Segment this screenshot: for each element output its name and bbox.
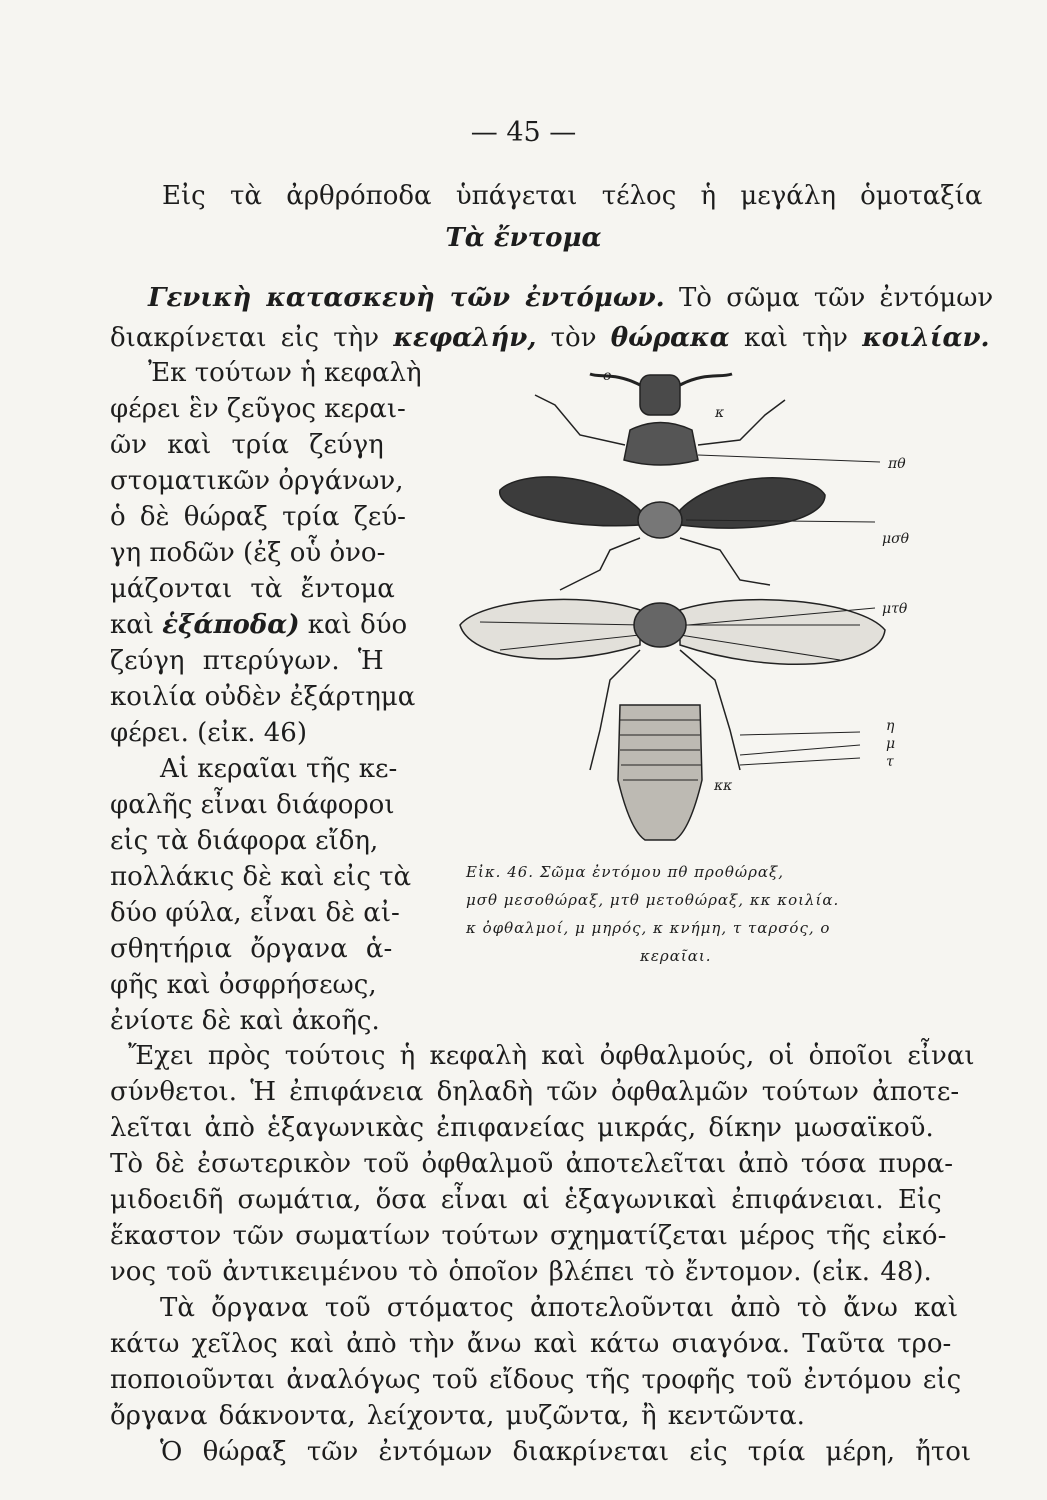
label-o: o — [603, 368, 612, 384]
left-column-line: στοματικῶν ὀργάνων, — [110, 466, 404, 496]
body-line: Τὸ δὲ ἐσωτερικὸν τοῦ ὀφθαλμοῦ ἀποτελεῖται ἀπὸ τόσα πυρα- — [110, 1149, 954, 1179]
body-line: ἕκαστον τῶν σωματίων τούτων σχηματίζεται μέρος τῆς εἰκό- — [110, 1221, 947, 1251]
figure-caption-line: κεραῖαι. — [640, 947, 712, 965]
left-column-line: φέρει. (εἰκ. 46) — [110, 718, 307, 748]
middle-leg-right-drawing — [680, 538, 770, 585]
left-column-line: γη ποδῶν (ἐξ οὗ ὀνο- — [110, 538, 386, 568]
label-eta: η — [886, 718, 895, 734]
section-heading: Τὰ ἔντομα — [445, 223, 602, 253]
body-text: Τὸ σῶμα τῶν ἐντόμων — [678, 283, 994, 313]
body-line: Ἔχει πρὸς τούτοις ἡ κεφαλὴ καὶ ὀφθαλμούς, οἱ ὁποῖοι εἶναι — [128, 1041, 975, 1071]
subheading-general-structure: Γενικὴ κατασκευὴ τῶν ἐντόμων. — [148, 283, 665, 313]
left-column-line: ὁ δὲ θώραξ τρία ζεύ- — [110, 502, 406, 532]
hindwing-left-drawing — [460, 599, 640, 659]
left-column-line: Ἐκ τούτων ἡ κεφαλὴ — [148, 358, 422, 388]
left-column-line: φῆς καὶ ὀσφρήσεως, — [110, 970, 377, 1000]
left-column-line: φέρει ἓν ζεῦγος κεραι- — [110, 394, 406, 424]
abdomen-drawing — [618, 705, 702, 840]
left-column-line: δύο φύλα, εἶναι δὲ αἰ- — [110, 898, 400, 928]
label-k: κ — [715, 405, 725, 421]
head-drawing — [640, 375, 680, 415]
left-column-line: Αἱ κεραῖαι τῆς κε- — [160, 754, 398, 784]
body-text: καὶ τὴν — [743, 323, 848, 353]
body-line: κάτω χεῖλος καὶ ἀπὸ τὴν ἄνω καὶ κάτω σιαγόνα. Ταῦτα τρο- — [110, 1329, 952, 1359]
body-line: σύνθετοι. Ἡ ἐπιφάνεια δηλαδὴ τῶν ὀφθαλμῶν τούτων ἀποτε- — [110, 1077, 960, 1107]
left-column-line: ῶν καὶ τρία ζεύγη — [110, 430, 384, 460]
label-leader-line — [740, 745, 860, 755]
prothorax-drawing — [624, 423, 698, 466]
left-column-line: μάζονται τὰ ἔντομα — [110, 574, 395, 604]
left-column-line: κοιλία οὐδὲν ἐξάρτημα — [110, 682, 416, 712]
label-msth: μσθ — [882, 531, 910, 547]
body-line: μιδοειδῆ σωμάτια, ὅσα εἶναι αἱ ἑξαγωνικαὶ ἐπιφάνειαι. Εἰς — [110, 1185, 942, 1215]
label-mtth: μτθ — [882, 601, 908, 617]
figure-caption-line: μσθ μεσοθώραξ, μτθ μετοθώραξ, κκ κοιλία. — [466, 891, 840, 909]
label-kk: κκ — [714, 778, 733, 794]
body-text: διακρίνεται εἰς τὴν — [110, 323, 380, 353]
term-abdomen: κοιλίαν. — [862, 323, 990, 353]
body-text: καὶ — [110, 610, 155, 640]
left-column-line — [110, 609, 407, 641]
body-line: ποποιοῦνται ἀναλόγως τοῦ εἴδους τῆς τροφῆς τοῦ ἐντόμου εἰς — [110, 1365, 962, 1395]
insect-anatomy-figure — [440, 360, 960, 860]
body-line: Ὁ θώραξ τῶν ἐντόμων διακρίνεται εἰς τρία μέρη, ἤτοι — [160, 1437, 972, 1467]
body-line: ὄργανα δάκνοντα, λείχοντα, μυζῶντα, ἢ κεντῶντα. — [110, 1401, 805, 1431]
antenna-right-drawing — [680, 374, 732, 385]
label-leader-line — [740, 732, 860, 735]
figure-caption-line: κ ὀφθαλμοί, μ μηρός, κ κνήμη, τ ταρσός, ο — [466, 919, 831, 937]
left-column-line: ἐνίοτε δὲ καὶ ἀκοῆς. — [110, 1006, 380, 1036]
body-line: νος τοῦ ἀντικειμένου τὸ ὁποῖον βλέπει τὸ ἔντομον. (εἰκ. 48). — [110, 1257, 932, 1287]
mesothorax-drawing — [638, 502, 682, 538]
body-parts-line — [110, 322, 990, 354]
label-mu: μ — [886, 736, 896, 752]
metathorax-drawing — [634, 603, 686, 647]
hindwing-right-drawing — [680, 600, 885, 665]
front-leg-right-drawing — [698, 400, 785, 445]
body-line: Τὰ ὄργανα τοῦ στόματος ἀποτελοῦνται ἀπὸ τὸ ἄνω καὶ — [160, 1293, 959, 1323]
label-tau: τ — [886, 754, 894, 770]
body-line: λεῖται ἀπὸ ἑξαγωνικὰς ἐπιφανείας μικράς, δίκην μωσαϊκοῦ. — [110, 1113, 934, 1143]
term-thorax: θώρακα — [610, 323, 730, 353]
label-leader-line — [740, 758, 860, 765]
insect-anatomy-illustration — [440, 360, 960, 860]
body-text: καὶ δύο — [307, 610, 408, 640]
antenna-left-drawing — [590, 374, 640, 385]
term-head: κεφαλήν, — [393, 323, 537, 353]
elytron-left-drawing — [500, 477, 640, 526]
body-text: τὸν — [550, 323, 597, 353]
front-leg-left-drawing — [535, 395, 625, 445]
left-column-line: πολλάκις δὲ καὶ εἰς τὰ — [110, 862, 412, 892]
figure-caption-line: Εἰκ. 46. Σῶμα ἐντόμου πθ προθώραξ, — [466, 863, 785, 881]
page-number: — 45 — — [470, 117, 577, 148]
intro-line: Εἰς τὰ ἀρθρόποδα ὑπάγεται τέλος ἡ μεγάλη ὁμοταξία — [162, 181, 983, 211]
label-leader-line — [698, 455, 880, 462]
left-column-line: εἰς τὰ διάφορα εἴδη, — [110, 826, 379, 856]
general-structure-line — [148, 282, 993, 314]
label-pth: πθ — [888, 456, 906, 472]
left-column-line: σθητήρια ὄργανα ἁ- — [110, 934, 393, 964]
term-hexapoda: ἑξάποδα) — [162, 610, 300, 640]
middle-leg-left-drawing — [560, 538, 640, 590]
left-column-line: φαλῆς εἶναι διάφοροι — [110, 790, 395, 820]
left-column-line: ζεύγη πτερύγων. Ἡ — [110, 646, 384, 676]
